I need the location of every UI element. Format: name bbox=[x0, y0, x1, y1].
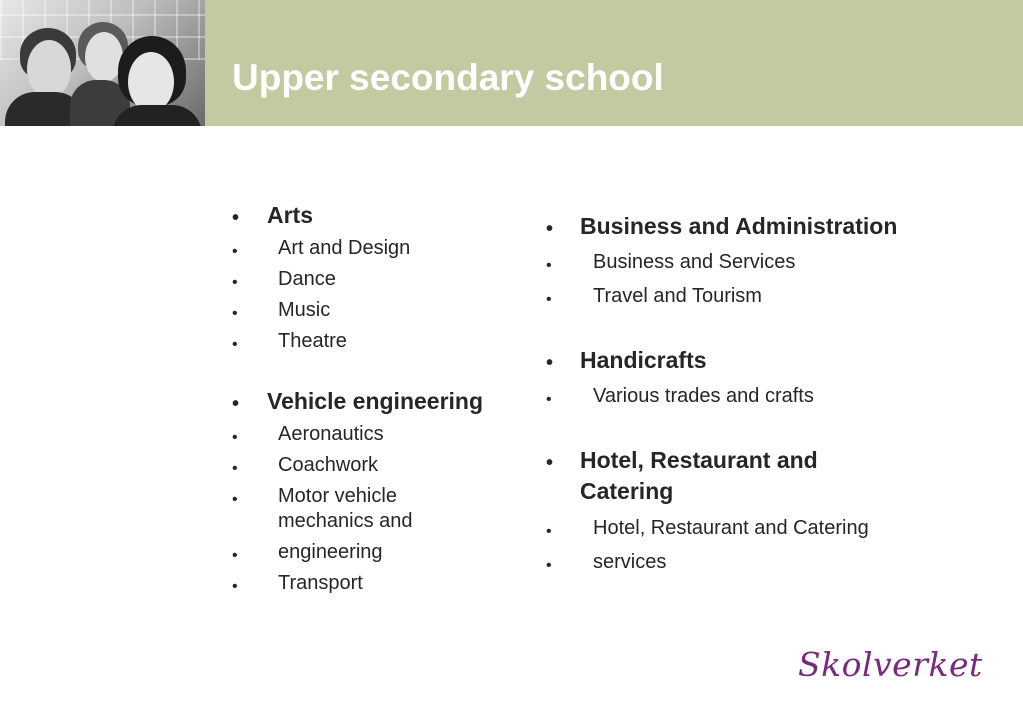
bullet-icon: • bbox=[546, 291, 552, 308]
program-label: Music bbox=[278, 299, 331, 321]
program-item bbox=[232, 571, 532, 596]
program-item bbox=[546, 284, 976, 309]
bullet-icon: • bbox=[546, 523, 552, 540]
students-photo bbox=[0, 0, 205, 126]
program-item bbox=[232, 453, 532, 478]
program-heading bbox=[232, 200, 532, 230]
bullet-icon: • bbox=[546, 352, 554, 374]
program-label: Various trades and crafts bbox=[593, 385, 814, 407]
program-item bbox=[232, 329, 532, 354]
program-label: Hotel, Restaurant and Catering bbox=[593, 517, 869, 539]
program-label: Transport bbox=[278, 572, 363, 594]
program-label: services bbox=[593, 551, 667, 573]
program-item bbox=[546, 550, 976, 575]
bullet-icon: • bbox=[232, 207, 240, 229]
bullet-icon: • bbox=[546, 452, 554, 474]
program-label: Arts bbox=[267, 202, 314, 228]
bullet-icon: • bbox=[232, 547, 238, 564]
program-label: Dance bbox=[278, 268, 336, 290]
bullet-icon: • bbox=[546, 257, 552, 274]
program-label: Handicrafts bbox=[580, 347, 707, 373]
program-list-left bbox=[232, 200, 532, 596]
program-label: Vehicle engineering bbox=[267, 388, 484, 414]
program-item bbox=[546, 384, 976, 409]
skolverket-logo: Skolverket bbox=[798, 645, 983, 684]
page-title: Upper secondary school bbox=[232, 57, 664, 98]
bullet-icon: • bbox=[232, 429, 238, 446]
program-label: Business and Administration bbox=[580, 213, 898, 239]
program-heading bbox=[546, 345, 976, 375]
bullet-icon: • bbox=[232, 578, 238, 595]
program-label: Art and Design bbox=[278, 237, 411, 259]
bullet-icon: • bbox=[232, 491, 238, 508]
bullet-icon: • bbox=[546, 557, 552, 574]
program-label: Business and Services bbox=[593, 251, 796, 273]
program-item bbox=[546, 250, 976, 275]
bullet-icon: • bbox=[546, 391, 552, 408]
program-item bbox=[546, 516, 976, 541]
bullet-icon: • bbox=[232, 305, 238, 322]
program-item bbox=[232, 484, 472, 534]
program-heading bbox=[232, 386, 532, 416]
bullet-icon: • bbox=[232, 243, 238, 260]
program-item bbox=[232, 267, 532, 292]
program-heading bbox=[546, 211, 976, 241]
bullet-icon: • bbox=[232, 460, 238, 477]
bullet-icon: • bbox=[546, 218, 554, 240]
bullet-icon: • bbox=[232, 393, 240, 415]
program-label: Theatre bbox=[278, 330, 347, 352]
program-item bbox=[232, 540, 532, 565]
program-label: Hotel, Restaurant and Catering bbox=[580, 447, 818, 504]
program-item bbox=[232, 236, 532, 261]
program-item bbox=[232, 422, 532, 447]
program-label: Motor vehicle mechanics and bbox=[278, 485, 413, 532]
program-label: Coachwork bbox=[278, 454, 379, 476]
program-heading bbox=[546, 445, 876, 507]
bullet-icon: • bbox=[232, 336, 238, 353]
program-label: Aeronautics bbox=[278, 423, 384, 445]
program-label: engineering bbox=[278, 541, 383, 563]
program-item bbox=[232, 298, 532, 323]
bullet-icon: • bbox=[232, 274, 238, 291]
program-label: Travel and Tourism bbox=[593, 285, 762, 307]
program-list-right bbox=[546, 211, 976, 575]
